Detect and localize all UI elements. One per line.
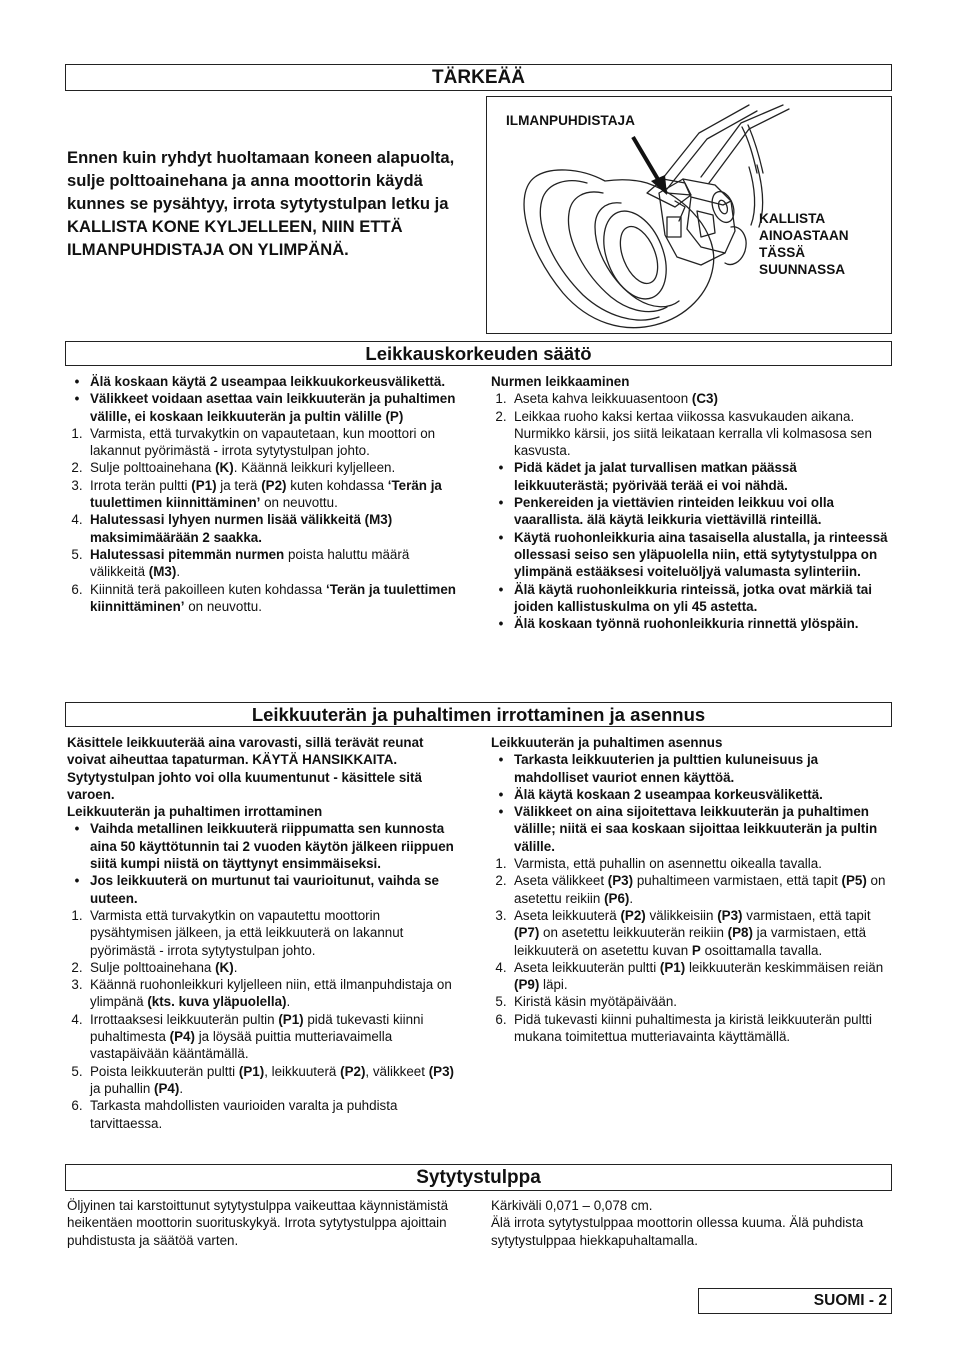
list-item-text: (P2) (620, 907, 646, 923)
list-item-text: ja puhallin (90, 1080, 155, 1096)
spark-plug-text: Öljyinen tai karstoittunut sytytystulppa vaikeuttaa käynnistämistä heikentäen moottorin suorituskykyä. Irrota sytytystulppa ajoittain puhdistusta ja säätöä varten. (67, 1198, 449, 1248)
blade-left-column (67, 734, 465, 1132)
list-marker: • (74, 873, 80, 889)
list-item-text: (K) (215, 460, 234, 476)
list-marker: • (498, 495, 504, 511)
list-item-text: Halutessasi lyhyen nurmen lisää välikkeitä (M3) maksimimäärään 2 saakka. (90, 512, 393, 545)
list-item-text: (P8) (727, 925, 753, 941)
list-item (491, 494, 891, 529)
list-item (491, 803, 891, 855)
list-item-text: ja löysää puittia mutteriavaimella vastapäivään kääntämällä. (90, 1029, 393, 1062)
list-item-text: (P6) (604, 890, 630, 906)
list-item (67, 1097, 465, 1132)
list-marker: 2. (71, 959, 83, 975)
heading-text: Leikkuuterän ja puhaltimen irrottaminen ja asennus (251, 704, 706, 725)
list-marker: 3. (495, 907, 507, 923)
list-item-text: Aseta leikkuuterän pultti (514, 959, 660, 975)
list-item-text: ja terä (216, 477, 262, 493)
list-item-text: Älä käytä ruohonleikkuria rinteissä, jotka ovat märkiä tai joiden kallistuskulma on yli 45 astetta. (514, 581, 872, 614)
list-item-text: (P1) (278, 1011, 304, 1027)
list-item-text: puhaltimeen varmistaen, että tapit (633, 873, 842, 889)
list-item-text: (P4) (169, 1029, 195, 1045)
list-marker: • (498, 460, 504, 476)
list-item-text: Tarkasta leikkuuterien ja pulttien kuluneisuus ja mahdolliset vauriot ennen käyttöä. (514, 752, 819, 785)
list-item (67, 959, 465, 976)
list-item-text: Sulje polttoainehana (90, 959, 216, 975)
list-item-text: . (233, 959, 238, 975)
list-item (67, 976, 465, 1011)
label-tilt-line: SUUNNASSA (759, 262, 846, 277)
list-item (491, 907, 891, 959)
list-item-text: (M3) (148, 564, 177, 580)
list-item (67, 425, 464, 460)
list-item (491, 855, 891, 872)
label-air-filter: ILMANPUHDISTAJA (506, 113, 635, 128)
list-marker: 6. (71, 1098, 83, 1114)
list-item-text: Jos leikkuuterä on murtunut tai vaurioitunut, vaihda se uuteen. (90, 873, 439, 906)
mowing-list (491, 390, 891, 632)
list-marker: • (74, 391, 80, 407)
list-item (491, 751, 891, 786)
section-heading-cutting-height (65, 341, 892, 366)
list-item-text: poista haluttu määrä välikkeitä (90, 546, 410, 580)
list-item (491, 872, 891, 907)
list-item (491, 390, 891, 407)
list-item-text: Varmista että turvakytkin on vapautettu moottorin pysähtymisen jälkeen, ja että leikkuuterä on lakannut pyörimästä - irrota sytytystulpan johto. (90, 907, 404, 958)
cutting-height-left-list (67, 373, 464, 615)
list-marker: 1. (495, 391, 507, 407)
list-item-text: Sulje polttoainehana (90, 460, 216, 476)
list-item (67, 907, 465, 959)
spark-plug-gap: Kärkiväli 0,071 – 0,078 cm. (491, 1198, 653, 1213)
list-item-text: pidä tukevasti kiinni puhaltimesta (90, 1011, 424, 1045)
list-item (67, 872, 465, 907)
list-item-text: ‘Terän ja tuulettimen kiinnittäminen’ (90, 477, 442, 511)
list-item-text: on asetettu leikkuuterän reikiin (539, 925, 728, 941)
list-item (491, 1011, 891, 1046)
list-item-text: (P2) (261, 477, 287, 493)
list-item-text: välikkeisiin (645, 907, 718, 923)
list-item-text: (P1) (191, 477, 217, 493)
list-item-text: on neuvottu. (184, 598, 262, 614)
blade-removal-subtitle: Leikkuuterän ja puhaltimen irrottaminen (67, 804, 323, 820)
blade-removal-list (67, 820, 465, 1131)
spark-plug-right-column (491, 1197, 891, 1249)
list-item-text: P (691, 942, 701, 958)
list-item-text: Irrota terän pultti (90, 477, 192, 493)
list-item (67, 820, 465, 872)
label-tilt-direction (759, 210, 849, 278)
list-marker: 2. (495, 873, 507, 889)
list-marker: • (498, 804, 504, 820)
list-item-text: varmistaen, että tapit (742, 907, 871, 923)
list-item-text: (P4) (154, 1080, 180, 1096)
list-marker: • (74, 821, 80, 837)
heading-text: TÄRKEÄÄ (432, 67, 525, 88)
cutting-height-right-column (491, 373, 891, 632)
list-item-text: Vaihda metallinen leikkuuterä riippumatta sen kunnosta aina 50 käyttötunnin tai 2 vuoden käytön jälkeen riippuen siitä kumpi niistä on täyttynyt ensimmäiseksi. (90, 821, 454, 872)
list-item-text: Kiristä käsin myötäpäivään. (514, 994, 677, 1010)
section-heading-spark-plug (65, 1164, 892, 1191)
list-item-text: Pidä kädet ja jalat turvallisen matkan päässä leikkuuterästä; pyörivää terää ei voi nähdä. (514, 460, 797, 493)
list-marker: • (498, 616, 504, 632)
list-item-text: Penkereiden ja viettävien rinteiden leikkuu voi olla vaarallista. älä käytä leikkuria viettävillä rinteillä. (514, 495, 835, 528)
list-item (67, 390, 464, 425)
list-marker: 6. (71, 581, 83, 597)
list-item-text: (P3) (607, 873, 634, 889)
list-item-text: (K) (215, 959, 234, 975)
list-item (67, 477, 464, 512)
list-item-text: Käännä ruohonleikkuri kyljelleen niin, että ilmanpuhdistaja on ylimpänä (90, 977, 452, 1010)
blade-right-column (491, 734, 891, 1045)
list-item-text: osoittamalla tavalla. (700, 942, 823, 958)
list-item-text: Älä koskaan käytä 2 useampaa leikkuukorkeusvälikettä. (90, 374, 446, 389)
list-item (491, 959, 891, 994)
label-tilt-line: KALLISTA (759, 211, 826, 226)
list-item-text: on neuvottu. (260, 495, 338, 511)
list-item-text: Poista leikkuuterän pultti (90, 1063, 239, 1079)
list-item-text: Aseta välikkeet (514, 873, 608, 889)
list-item (67, 1063, 465, 1098)
important-warning: Ennen kuin ryhdyt huoltamaan koneen alapuolta, sulje polttoainehana ja anna moottorin käydä kunnes se pysähtyy, irrota sytytystulpan letku ja KALLISTA KONE KYLJELLEEN, NIIN ETTÄ ILMANPUHDISTAJA ON YLIMPÄNÄ. (67, 148, 455, 259)
list-item (491, 615, 891, 632)
label-tilt-line: TÄSSÄ (759, 245, 806, 260)
blade-install-list (491, 751, 891, 1045)
list-item-text: Leikkaa ruoho kaksi kertaa viikossa kasvukauden aikana. Nurmikko kärsii, jos siitä leikataan kerralla vli kolmasosa sen kasvusta. (514, 408, 872, 459)
list-item-text: Aseta kahva leikkuuasentoon (514, 391, 692, 407)
list-item (491, 993, 891, 1010)
list-item-text: Älä koskaan työnnä ruohonleikkuria rinnettä ylöspäin. (514, 616, 859, 632)
list-item (67, 546, 464, 581)
list-item-text: ‘Terän ja tuulettimen kiinnittäminen’ (90, 581, 456, 614)
list-marker: • (498, 752, 504, 768)
label-tilt-line: AINOASTAAN (759, 228, 849, 243)
blade-install-subtitle: Leikkuuterän ja puhaltimen asennus (491, 735, 723, 750)
list-marker: 1. (71, 907, 83, 923)
list-item-text: Aseta leikkuuterä (514, 907, 621, 923)
list-item-text: (P9) (514, 977, 540, 993)
list-item-text: . Käännä leikkuri kyljelleen. (233, 460, 396, 476)
list-item (491, 459, 891, 494)
list-item-text: Tarkasta mahdollisten vaurioiden varalta ja puhdista tarvittaessa. (90, 1098, 398, 1131)
list-item-text: Varmista, että turvakytkin on vapautetaan, kun moottori on lakannut pyörimästä - irrota sytytystulpan johto. (90, 425, 436, 459)
list-item-text: Varmista, että puhallin on asennettu oikealla tavalla. (514, 856, 822, 872)
list-item-text: Pidä tukevasti kiinni puhaltimesta ja kiristä leikkuuterän pultti mukana toimitettua mutteriavainta käyttämällä. (514, 1011, 873, 1045)
list-item-text: Irrottaaksesi leikkuuterän pultin (90, 1011, 279, 1027)
list-item-text: (P1) (238, 1063, 265, 1079)
list-item-text: (P5) (841, 873, 867, 889)
list-marker: 5. (71, 546, 83, 562)
spark-plug-warning: Älä irrota sytytystulppaa moottorin ollessa kuuma. Älä puhdista sytytystulppaa hiekkapuhaltamalla. (491, 1215, 864, 1248)
list-item-text: (C3) (691, 391, 718, 407)
list-marker: 4. (71, 1011, 83, 1027)
list-item (491, 529, 891, 581)
list-item-text: (kts. kuva yläpuolella) (147, 994, 287, 1010)
heading-text: Leikkauskorkeuden säätö (365, 343, 592, 364)
list-marker: 1. (495, 856, 507, 872)
list-item (67, 581, 464, 616)
page-number-box (698, 1288, 892, 1314)
section-heading-important (65, 64, 892, 91)
list-item-text: leikkuuterän keskimmäisen reiän (685, 959, 884, 975)
list-marker: 4. (71, 512, 83, 528)
list-item-text: . (286, 994, 291, 1010)
list-marker: 5. (71, 1063, 83, 1079)
page-label: SUOMI - 2 (813, 1292, 887, 1309)
list-item-text: Kiinnitä terä pakoilleen kuten kohdassa (90, 581, 326, 597)
list-item-text: kuten kohdassa (286, 477, 388, 493)
list-marker: • (74, 374, 80, 389)
mowing-subtitle: Nurmen leikkaaminen (491, 374, 630, 389)
list-marker: 6. (495, 1011, 507, 1027)
list-item-text: (P3) (717, 907, 743, 923)
list-item-text: (P3) (428, 1063, 454, 1079)
list-item (67, 459, 464, 476)
list-marker: 3. (71, 977, 83, 993)
list-item-text: läpi. (539, 977, 568, 993)
list-item-text: Älä käytä koskaan 2 useampaa korkeusvälikettä. (514, 786, 823, 802)
list-item (67, 511, 464, 546)
list-item-text: Käytä ruohonleikkuria aina tasaisella alustalla, ja rinteessä ollessasi seiso sen yläpuolella niin, että sytytystulppa on ylimpänä estääksesi voiteluöljyä valumasta sylinteriin. (514, 529, 888, 580)
list-item (491, 581, 891, 616)
list-item (67, 1011, 465, 1063)
list-item-text: . (629, 890, 634, 906)
list-item-text: , välikkeet (365, 1063, 429, 1079)
list-marker: 4. (495, 959, 507, 975)
list-item-text: (P1) (659, 959, 686, 975)
list-marker: • (498, 581, 504, 597)
list-item (491, 408, 891, 460)
list-item (491, 786, 891, 803)
list-item-text: ja varmistaen, että leikkuuterä on asetettu kuvan (514, 925, 867, 958)
section-heading-blade (65, 702, 892, 727)
heading-text: Sytytystulppa (416, 1167, 541, 1188)
list-item-text: , leikkuuterä (264, 1063, 341, 1079)
list-item-text: (P2) (340, 1063, 366, 1079)
list-item (67, 373, 464, 390)
list-item-text: Halutessasi pitemmän nurmen (90, 546, 285, 562)
list-marker: 1. (71, 425, 83, 441)
list-marker: 2. (71, 460, 83, 476)
list-marker: 2. (495, 408, 507, 424)
list-item-text: (P7) (514, 925, 540, 941)
list-item-text: on asetettu reikiin (514, 873, 886, 906)
cutting-height-left-column (67, 373, 464, 615)
list-marker: 3. (71, 477, 83, 493)
lawnmower-illustration (486, 96, 892, 334)
list-marker: 5. (495, 994, 507, 1010)
list-marker: • (498, 529, 504, 545)
list-marker: • (498, 786, 504, 802)
list-item-text: . (179, 1080, 184, 1096)
list-item-text: Välikkeet voidaan asettaa vain leikkuuterän ja puhaltimen välille, ei koskaan leikkuuterän ja pultin välille (P) (90, 391, 456, 424)
blade-safety-intro: Käsittele leikkuuterää aina varovasti, sillä terävät reunat voivat aiheuttaa tapaturman. KÄYTÄ HANSIKKAITA. Sytytystulpan johto voi olla kuumentunut - käsittele sitä varoen. (67, 735, 424, 802)
list-item-text: . (176, 564, 181, 580)
spark-plug-left-column (67, 1197, 462, 1249)
list-item-text: Välikkeet on aina sijoitettava leikkuuterän ja puhaltimen välille; niitä ei saa koskaan sijoittaa leikkuuterän ja pultin välille. (514, 804, 878, 854)
